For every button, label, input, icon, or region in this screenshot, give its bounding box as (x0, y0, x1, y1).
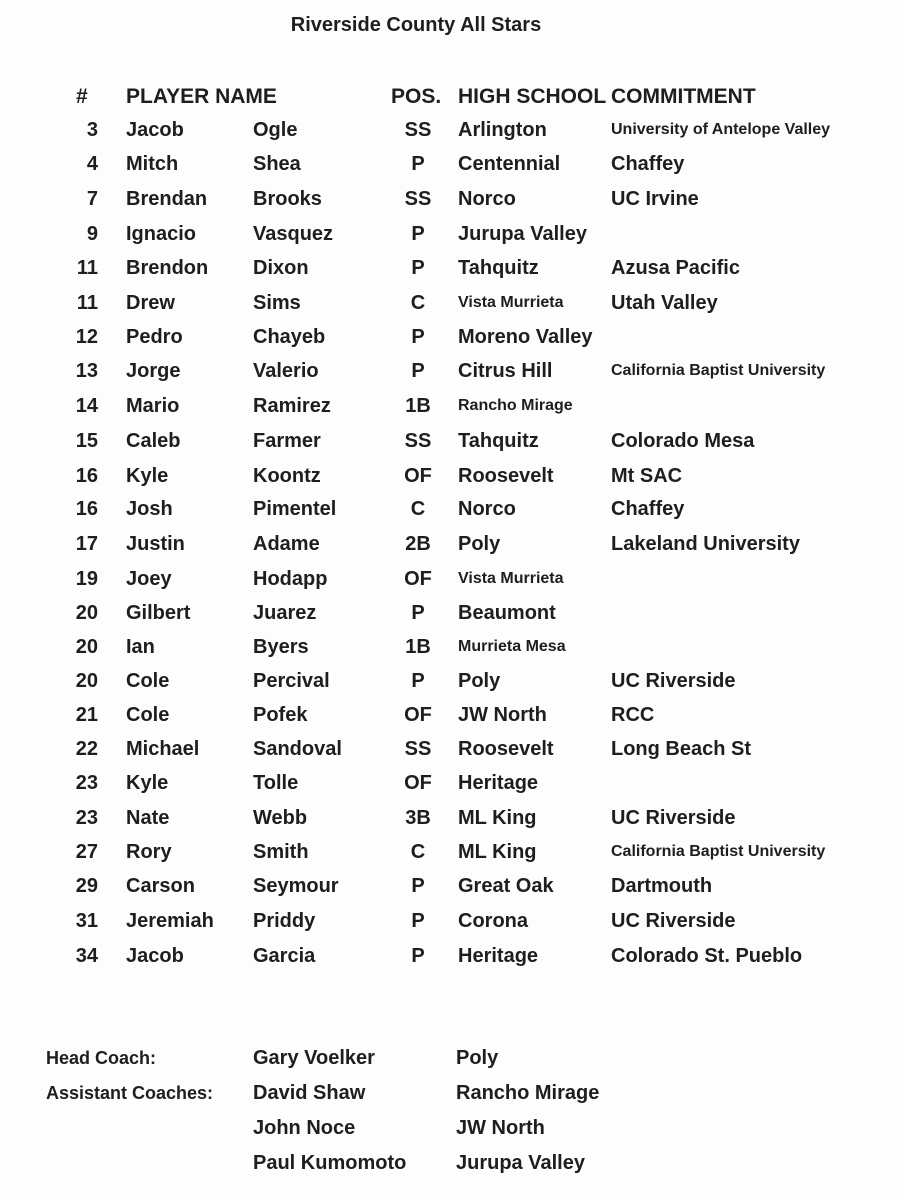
header-position: POS. (391, 85, 442, 108)
player-first-name: Drew (126, 292, 175, 314)
player-high-school: JW North (458, 704, 547, 726)
player-first-name: Carson (126, 875, 195, 897)
player-row (0, 424, 902, 458)
coach-name: Gary Voelker (253, 1047, 375, 1069)
player-row (0, 835, 902, 869)
player-row (0, 596, 902, 630)
player-high-school: Beaumont (458, 602, 556, 624)
player-number: 11 (76, 257, 98, 279)
player-high-school: Centennial (458, 153, 561, 175)
player-last-name: Hodapp (253, 568, 328, 590)
player-last-name: Byers (253, 636, 309, 658)
player-high-school: Roosevelt (458, 738, 554, 760)
player-row (0, 251, 902, 285)
player-row (0, 698, 902, 732)
player-position: OF (404, 465, 432, 487)
player-last-name: Tolle (253, 772, 299, 794)
player-high-school: Roosevelt (458, 465, 554, 487)
player-row (0, 766, 902, 800)
player-last-name: Smith (253, 841, 309, 863)
player-position: P (411, 945, 425, 967)
player-first-name: Mitch (126, 153, 179, 175)
player-high-school: Moreno Valley (458, 326, 593, 348)
player-first-name: Kyle (126, 465, 169, 487)
player-number: 17 (75, 533, 98, 555)
player-high-school: Norco (458, 498, 516, 520)
player-number: 4 (86, 153, 98, 175)
player-first-name: Justin (126, 533, 185, 555)
player-last-name: Valerio (253, 360, 319, 382)
player-high-school: Great Oak (458, 875, 554, 897)
player-first-name: Caleb (126, 430, 181, 452)
player-first-name: Jorge (126, 360, 181, 382)
player-first-name: Rory (126, 841, 172, 863)
player-commitment: UC Irvine (611, 188, 699, 210)
player-commitment: University of Antelope Valley (611, 121, 831, 138)
coach-school: Poly (456, 1047, 499, 1069)
player-high-school: ML King (458, 841, 537, 863)
player-first-name: Brendon (126, 257, 209, 279)
player-row (0, 562, 902, 596)
player-commitment: RCC (611, 704, 655, 726)
player-row (0, 459, 902, 493)
player-commitment: Colorado St. Pueblo (611, 945, 803, 967)
player-row (0, 630, 902, 664)
player-first-name: Ian (126, 636, 155, 658)
player-commitment: UC Riverside (611, 670, 736, 692)
player-high-school: Heritage (458, 945, 539, 967)
player-high-school: Poly (458, 670, 501, 692)
player-last-name: Sims (253, 292, 301, 314)
player-commitment: Utah Valley (611, 292, 718, 314)
player-high-school: Vista Murrieta (458, 294, 564, 311)
player-high-school: Tahquitz (458, 257, 539, 279)
player-number: 23 (75, 772, 98, 794)
player-high-school: Arlington (458, 119, 547, 141)
coach-school: JW North (456, 1117, 545, 1139)
player-position: 1B (405, 395, 431, 417)
player-commitment: Chaffey (611, 153, 685, 175)
player-high-school: ML King (458, 807, 537, 829)
player-high-school: Tahquitz (458, 430, 539, 452)
player-row (0, 939, 902, 973)
player-position: SS (404, 738, 432, 760)
player-first-name: Jacob (126, 945, 184, 967)
player-commitment: Chaffey (611, 498, 685, 520)
player-high-school: Murrieta Mesa (458, 638, 566, 655)
player-number: 11 (76, 292, 98, 314)
player-first-name: Cole (126, 704, 170, 726)
player-number: 34 (75, 945, 98, 967)
player-last-name: Priddy (253, 910, 316, 932)
player-position: P (411, 223, 425, 245)
player-position: P (411, 875, 425, 897)
player-first-name: Jeremiah (126, 910, 214, 932)
coach-school: Jurupa Valley (456, 1152, 585, 1174)
staff-row (0, 1146, 902, 1180)
player-last-name: Ramirez (253, 395, 331, 417)
player-first-name: Pedro (126, 326, 183, 348)
player-row (0, 801, 902, 835)
player-position: SS (404, 430, 432, 452)
player-first-name: Ignacio (126, 223, 197, 245)
player-high-school: Jurupa Valley (458, 223, 587, 245)
player-number: 27 (75, 841, 98, 863)
player-first-name: Kyle (126, 772, 169, 794)
player-number: 3 (86, 119, 98, 141)
player-commitment: Mt SAC (611, 465, 683, 487)
coach-role: Head Coach: (46, 1048, 157, 1068)
player-first-name: Jacob (126, 119, 184, 141)
coach-name: Paul Kumomoto (253, 1152, 407, 1174)
player-high-school: Corona (458, 910, 528, 932)
player-number: 23 (75, 807, 98, 829)
player-first-name: Mario (126, 395, 180, 417)
player-high-school: Norco (458, 188, 516, 210)
player-high-school: Citrus Hill (458, 360, 553, 382)
player-number: 14 (75, 395, 98, 417)
player-position: 1B (405, 636, 431, 658)
player-high-school: Rancho Mirage (458, 397, 573, 414)
player-last-name: Brooks (253, 188, 322, 210)
player-last-name: Pimentel (253, 498, 337, 520)
player-position: OF (404, 772, 432, 794)
staff-row (0, 1076, 902, 1110)
player-last-name: Juarez (253, 602, 317, 624)
player-number: 31 (75, 910, 98, 932)
player-first-name: Brendan (126, 188, 208, 210)
player-last-name: Vasquez (253, 223, 334, 245)
player-last-name: Sandoval (253, 738, 342, 760)
player-number: 9 (86, 223, 98, 245)
player-commitment: Long Beach St (611, 738, 752, 760)
player-first-name: Gilbert (126, 602, 191, 624)
player-position: OF (404, 568, 432, 590)
player-row (0, 732, 902, 766)
player-position: P (411, 326, 425, 348)
player-number: 7 (86, 188, 98, 210)
header-player-name: PLAYER NAME (126, 85, 277, 108)
player-position: C (410, 498, 426, 520)
player-row (0, 147, 902, 181)
player-first-name: Cole (126, 670, 170, 692)
player-number: 20 (75, 636, 98, 658)
player-position: SS (404, 188, 432, 210)
coach-role: Assistant Coaches: (46, 1083, 214, 1103)
player-position: P (411, 670, 425, 692)
player-row (0, 113, 902, 147)
player-number: 19 (75, 568, 98, 590)
player-row (0, 664, 902, 698)
player-row (0, 389, 902, 423)
player-high-school: Poly (458, 533, 501, 555)
player-commitment: California Baptist University (611, 362, 826, 379)
player-row (0, 869, 902, 903)
coach-name: David Shaw (253, 1082, 366, 1104)
player-number: 22 (75, 738, 98, 760)
player-last-name: Percival (253, 670, 330, 692)
player-high-school: Heritage (458, 772, 539, 794)
player-row (0, 527, 902, 561)
player-commitment: UC Riverside (611, 910, 736, 932)
player-position: P (411, 360, 425, 382)
player-row (0, 492, 902, 526)
player-commitment: UC Riverside (611, 807, 736, 829)
player-row (0, 217, 902, 251)
staff-row (0, 1111, 902, 1145)
player-first-name: Josh (126, 498, 173, 520)
player-first-name: Nate (126, 807, 170, 829)
player-position: 3B (405, 807, 431, 829)
player-commitment: Azusa Pacific (611, 257, 740, 279)
player-number: 29 (75, 875, 98, 897)
player-last-name: Pofek (253, 704, 308, 726)
player-first-name: Michael (126, 738, 200, 760)
player-position: OF (404, 704, 432, 726)
player-first-name: Joey (126, 568, 172, 590)
column-header-row (0, 80, 902, 114)
player-number: 20 (75, 670, 98, 692)
player-number: 21 (75, 704, 98, 726)
player-last-name: Dixon (253, 257, 309, 279)
player-position: P (411, 602, 425, 624)
player-position: P (411, 257, 425, 279)
document-title: Riverside County All Stars (290, 14, 542, 36)
coach-name: John Noce (253, 1117, 356, 1139)
player-last-name: Adame (253, 533, 320, 555)
player-row (0, 904, 902, 938)
player-position: 2B (405, 533, 431, 555)
player-number: 16 (75, 465, 98, 487)
player-position: C (410, 841, 426, 863)
header-high-school: HIGH SCHOOL (458, 85, 607, 108)
player-commitment: California Baptist University (611, 843, 826, 860)
player-number: 15 (75, 430, 98, 452)
player-number: 20 (75, 602, 98, 624)
player-last-name: Shea (253, 153, 301, 175)
player-last-name: Garcia (253, 945, 316, 967)
player-position: P (411, 910, 425, 932)
player-number: 13 (75, 360, 98, 382)
coach-school: Rancho Mirage (456, 1082, 600, 1104)
player-row (0, 320, 902, 354)
player-position: SS (404, 119, 432, 141)
player-last-name: Chayeb (253, 326, 326, 348)
player-row (0, 354, 902, 388)
staff-row (0, 1041, 902, 1075)
player-row (0, 286, 902, 320)
player-commitment: Dartmouth (611, 875, 713, 897)
player-commitment: Lakeland University (611, 533, 800, 555)
player-commitment: Colorado Mesa (611, 430, 755, 452)
player-last-name: Farmer (253, 430, 321, 452)
player-high-school: Vista Murrieta (458, 570, 564, 587)
header-number: # (76, 85, 88, 108)
player-number: 16 (75, 498, 98, 520)
player-last-name: Webb (253, 807, 308, 829)
player-position: C (410, 292, 426, 314)
player-last-name: Ogle (253, 119, 298, 141)
player-row (0, 182, 902, 216)
player-last-name: Seymour (253, 875, 339, 897)
player-last-name: Koontz (253, 465, 321, 487)
player-position: P (411, 153, 425, 175)
player-number: 12 (75, 326, 98, 348)
header-commitment: COMMITMENT (611, 85, 756, 108)
